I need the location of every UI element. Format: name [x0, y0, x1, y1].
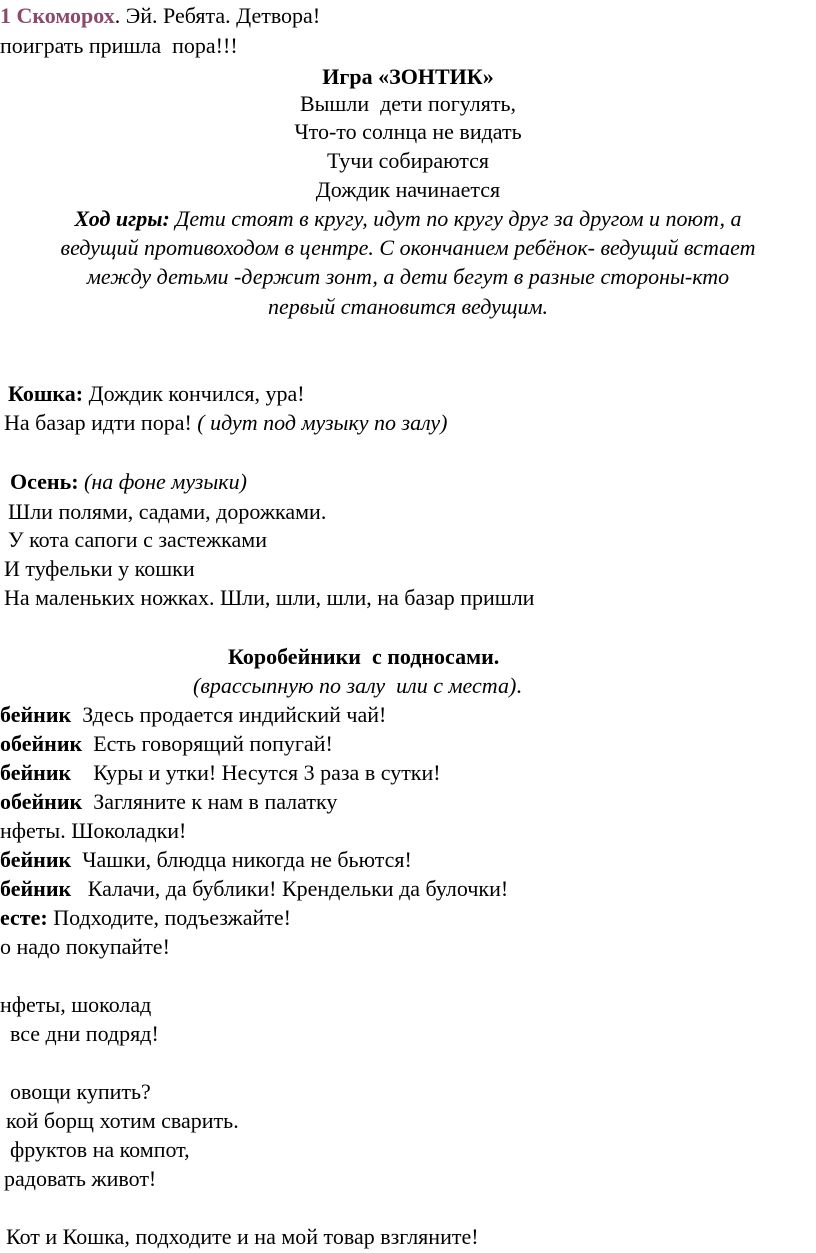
game-rules-line-2: ведущий противоходом в центре. С окончанием ребёнок- ведущий встает: [60, 235, 756, 260]
speaker-cat: Кошка:: [8, 381, 84, 406]
autumn-stage: (на фоне музыки): [78, 469, 247, 494]
peddler-line-8: [0, 903, 291, 933]
peddler-line-4: [0, 787, 337, 817]
autumn-line-4: На маленьких ножках. Шли, шли, шли, на базар пришли: [4, 585, 535, 610]
tail-line-1: нфеты, шоколад: [0, 992, 152, 1017]
peddler-text-9: о надо покупайте!: [0, 934, 170, 959]
tail-line-2: все дни подряд!: [10, 1021, 159, 1046]
game-rules-line-4: первый становится ведущим.: [268, 294, 548, 319]
peddler-line-5: [0, 816, 186, 846]
peddlers-stage: [193, 671, 522, 701]
game-verse-4: Дождик начинается: [315, 177, 501, 202]
cat-line-2-text: На базар идти пора!: [4, 410, 198, 435]
game-rules-label: Ход игры:: [74, 206, 170, 231]
cat-line-1: [8, 379, 305, 409]
peddler-line-2: [0, 729, 333, 759]
autumn-line-3: И туфельки у кошки: [4, 556, 195, 581]
autumn-line-2: У кота сапоги с застежками: [8, 527, 267, 552]
game-rules-text-1: Дети стоят в кругу, идут по кругу друг за другом и поют, а: [169, 206, 742, 231]
peddler-line-6: [0, 845, 412, 875]
peddler-speaker-6: бейник: [0, 847, 72, 872]
peddler-text-4: Загляните к нам в палатку: [82, 789, 338, 814]
cat-line-2: [4, 408, 447, 438]
game-verse-2: Что-то солнца не видать: [294, 119, 522, 144]
cat-line-2-stage: ( идут под музыку по залу): [197, 410, 448, 435]
peddler-text-2: Есть говорящий попугай!: [82, 731, 333, 756]
game-rules-line-3: между детьми -держит зонт, а дети бегут в разные стороны-кто: [86, 264, 730, 289]
peddler-text-5: нфеты. Шоколадки!: [0, 818, 187, 843]
game-verse-1: Вышли дети погулять,: [299, 91, 517, 116]
peddler-line-9: [0, 932, 170, 962]
intro-line-1: [0, 1, 320, 31]
peddler-text-1: Здесь продается индийский чай!: [71, 702, 387, 727]
intro-line-1-text: . Эй. Ребята. Детвора!: [114, 3, 321, 28]
peddler-speaker-4: обейник: [0, 789, 83, 814]
peddler-text-6: Чашки, блюдца никогда не бьются!: [71, 847, 412, 872]
peddler-text-7: Калачи, да бублики! Крендельки да булочки!: [71, 876, 509, 901]
peddler-speaker-2: обейник: [0, 731, 83, 756]
game-rules-line-1: [0, 204, 816, 234]
game-verse-3: Тучи собираются: [326, 148, 490, 173]
game-title: Игра «ЗОНТИК»: [322, 64, 494, 89]
peddler-text-8: Подходите, подъезжайте!: [47, 905, 292, 930]
peddler-line-7: [0, 874, 508, 904]
peddler-speaker-3: бейник: [0, 760, 72, 785]
peddler-line-1: [0, 700, 386, 730]
speaker-autumn: Осень:: [10, 469, 79, 494]
peddlers-stage-tail: .: [516, 673, 522, 698]
tail-line-4: кой борщ хотим сварить.: [6, 1108, 239, 1133]
tail-line-7: Кот и Кошка, подходите и на мой товар взгляните!: [6, 1224, 479, 1249]
peddler-speaker-1: бейник: [0, 702, 72, 727]
autumn-line-0: [10, 467, 247, 497]
tail-line-3: овощи купить?: [10, 1079, 151, 1104]
peddler-text-3: Куры и утки! Несутся 3 раза в сутки!: [71, 760, 441, 785]
peddler-speaker-8: есте:: [0, 905, 48, 930]
autumn-line-1: Шли полями, садами, дорожками.: [8, 499, 327, 524]
peddlers-title: Коробейники с подносами.: [228, 644, 500, 669]
cat-line-1-text: Дождик кончился, ура!: [83, 381, 305, 406]
peddler-line-3: [0, 758, 441, 788]
peddler-speaker-7: бейник: [0, 876, 72, 901]
peddlers-stage-text: (врассыпную по залу или с места): [193, 673, 517, 698]
tail-line-6: радовать живот!: [4, 1166, 157, 1191]
speaker-skomorokh: 1 Скоморох: [0, 3, 115, 28]
intro-line-2: поиграть пришла пора!!!: [0, 33, 238, 58]
tail-line-5: фруктов на компот,: [10, 1137, 190, 1162]
